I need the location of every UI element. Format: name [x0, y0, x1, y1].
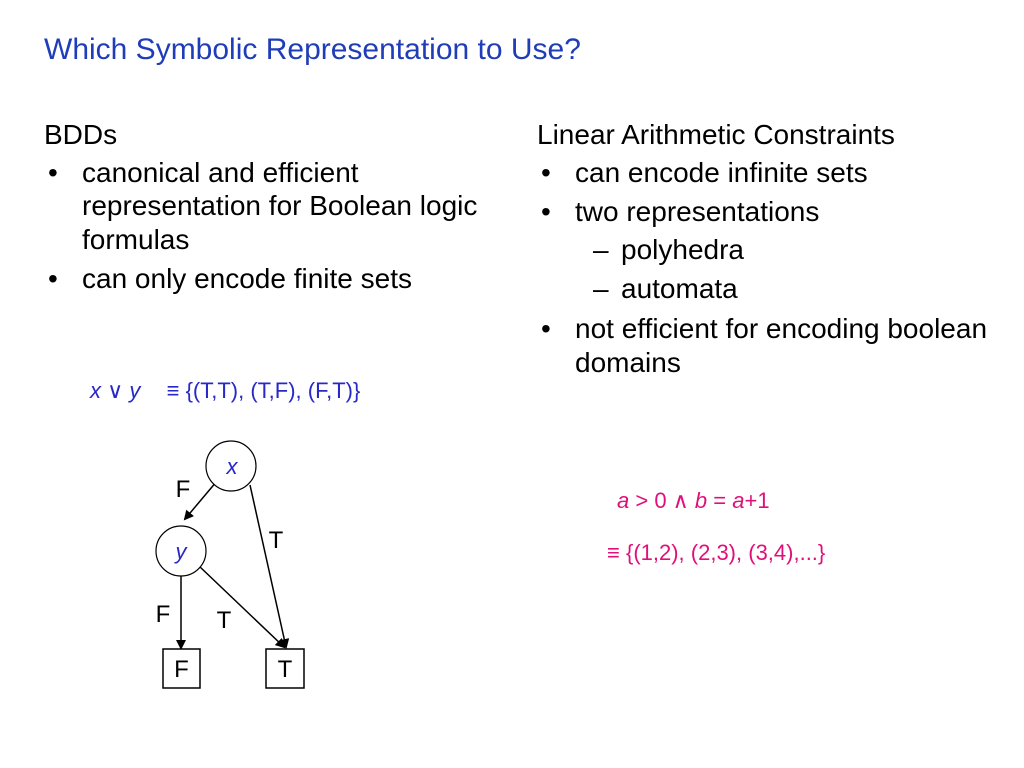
- edge-y-true-label: T: [216, 607, 232, 634]
- la-bullet-infinite: • can encode infinite sets: [537, 156, 1007, 190]
- edge-x-true: [250, 485, 286, 647]
- constraint-var-a: a: [617, 488, 630, 513]
- linear-arithmetic-heading: Linear Arithmetic Constraints: [537, 119, 895, 150]
- solution-equiv-symbol: ≡: [607, 540, 620, 565]
- bdd-bullet-canonical: • canonical and efficient representation for Boolean logic formulas: [44, 156, 514, 257]
- sub-bullet-automata: – automata: [575, 272, 1007, 306]
- solution-set-values: {(1,2), (2,3), (3,4),...}: [625, 540, 826, 565]
- sub-bullet-polyhedra: – polyhedra: [575, 233, 1007, 267]
- bdd-terminal-true-label: T: [277, 656, 293, 683]
- bdd-heading: BDDs: [44, 119, 118, 150]
- edge-x-true-label: T: [268, 527, 284, 554]
- constraint-equals: =: [707, 488, 733, 513]
- constraint-plus-one: +1: [744, 488, 770, 513]
- constraint-and-symbol: ∧: [672, 488, 689, 513]
- constraint-var-b: b: [694, 488, 708, 513]
- la-bullet-two-representations-text: two representations: [575, 196, 820, 228]
- edge-x-false-label: F: [175, 476, 191, 503]
- slide-title: Which Symbolic Representation to Use?: [44, 33, 581, 66]
- formula-equiv-symbol: ≡: [166, 378, 180, 403]
- la-bullet-not-efficient: • not efficient for encoding boolean domains: [537, 312, 1007, 379]
- bdd-node-y-label: y: [175, 539, 187, 564]
- constraint-gt-zero: > 0: [629, 488, 673, 513]
- bdd-bullet-finite: • can only encode finite sets: [44, 262, 514, 296]
- bdd-node-x-label: x: [226, 454, 238, 479]
- formula-truth-set: {(T,T), (T,F), (F,T)}: [185, 378, 361, 403]
- formula-var-y: y: [129, 378, 141, 403]
- formula-var-x: x: [90, 378, 101, 403]
- formula-or-symbol: ∨: [107, 378, 124, 403]
- edge-y-false-label: F: [155, 601, 171, 628]
- bdd-terminal-false-label: F: [174, 656, 189, 683]
- constraint-var-a-rhs: a: [732, 488, 745, 513]
